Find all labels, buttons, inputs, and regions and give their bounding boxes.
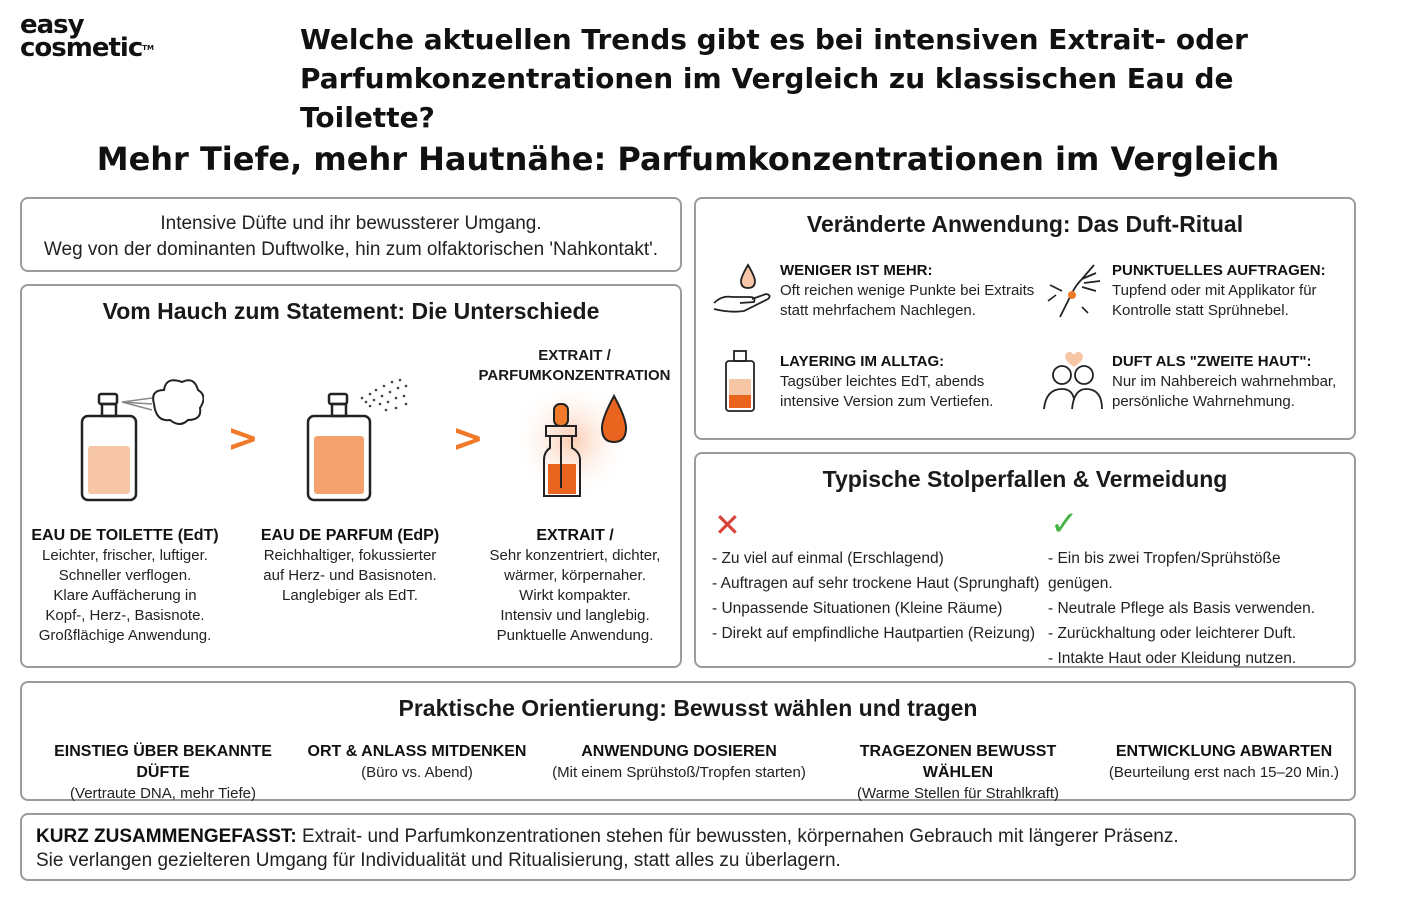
- ritual-heading: WENIGER IST MEHR:: [780, 262, 933, 279]
- summary-label: KURZ ZUSAMMENGEFASST:: [36, 826, 297, 847]
- extrait-line: Intensiv und langlebig.: [500, 607, 650, 624]
- practical-detail: (Vertraute DNA, mehr Tiefe): [70, 785, 256, 802]
- page-title: Mehr Tiefe, mehr Hautnähe: Parfumkonzentrationen im Vergleich: [96, 140, 1280, 178]
- pitfalls-right-list: [1048, 546, 1348, 671]
- practical-heading: ANWENDUNG DOSIEREN: [581, 743, 777, 760]
- practical-item: [28, 741, 298, 804]
- summary-line-1: Extrait- und Parfumkonzentrationen stehen für bewussten, körpernahen Gebrauch mit längerer Präsenz.: [296, 826, 1179, 847]
- bottle-layer-icon: [722, 349, 758, 413]
- pitfall-item: - Direkt auf empfindliche Hautpartien (Reizung): [712, 625, 1036, 642]
- logo-line-easy: easy: [20, 10, 84, 40]
- edt-column: [22, 526, 228, 646]
- ritual-box: [694, 197, 1356, 440]
- arrow-edt-to-edp: >: [227, 416, 259, 460]
- remedy-item: - Neutrale Pflege als Basis verwenden.: [1048, 600, 1316, 617]
- summary-line-2: Sie verlangen gezielteren Umgang für Individualität und Ritualisierung, statt alles zu überlagern.: [36, 850, 841, 871]
- ritual-line: Nur im Nahbereich wahrnehmbar,: [1112, 373, 1337, 390]
- pitfalls-box: [694, 452, 1356, 668]
- extrait-top-label-2: PARFUMKONZENTRATION: [478, 367, 671, 384]
- practical-detail: (Warme Stellen für Strahlkraft): [857, 785, 1059, 802]
- ritual-heading: DUFT ALS "ZWEITE HAUT":: [1112, 353, 1312, 370]
- practical-title: Praktische Orientierung: Bewusst wählen und tragen: [398, 695, 978, 721]
- ritual-line: Tupfend oder mit Applikator für: [1112, 282, 1317, 299]
- pitfalls-title: Typische Stolperfallen & Vermeidung: [822, 466, 1228, 492]
- cross-icon: ✕: [714, 506, 741, 544]
- question-heading: Welche aktuellen Trends gibt es bei intensiven Extrait- oder Parfumkonzentrationen im Vergleich zu klassischen Eau de Toilette?: [300, 23, 1248, 134]
- remedy-item: - Intakte Haut oder Kleidung nutzen.: [1048, 650, 1297, 667]
- edp-title: EAU DE PARFUM (EdP): [260, 527, 440, 544]
- practical-item: [826, 741, 1090, 804]
- edp-spray-bottle-icon: [300, 374, 420, 506]
- practical-heading: EINSTIEG ÜBER BEKANNTE DÜFTE: [54, 743, 272, 781]
- edp-line: auf Herz- und Basisnoten.: [263, 567, 437, 584]
- pitfall-item: - Zu viel auf einmal (Erschlagend): [712, 550, 944, 567]
- ritual-heading: LAYERING IM ALLTAG:: [780, 353, 945, 370]
- intro-line-2: Weg von der dominanten Duftwolke, hin zum olfaktorischen 'Nahkontakt'.: [43, 239, 659, 260]
- intro-box: [20, 197, 682, 272]
- edt-line: Großflächige Anwendung.: [38, 627, 212, 644]
- ritual-item-second-skin: [1112, 352, 1352, 412]
- brand-logo: [20, 10, 154, 63]
- practical-box: [20, 681, 1356, 801]
- extrait-dropper-icon: [510, 388, 650, 508]
- ritual-line: statt mehrfachem Nachlegen.: [780, 302, 976, 319]
- extrait-title: EXTRAIT /: [536, 527, 614, 544]
- extrait-line: Punktuelle Anwendung.: [496, 627, 654, 644]
- extrait-column: [472, 526, 678, 646]
- ritual-line: Oft reichen wenige Punkte bei Extraits: [780, 282, 1035, 299]
- pitfall-item: - Unpassende Situationen (Kleine Räume): [712, 600, 1003, 617]
- check-icon: ✓: [1050, 504, 1079, 544]
- practical-heading: ENTWICKLUNG ABWARTEN: [1115, 743, 1333, 760]
- edp-line: Reichhaltiger, fokussierter: [263, 547, 437, 564]
- ritual-item-targeted-application: [1112, 261, 1352, 321]
- summary-text: [36, 825, 1336, 873]
- practical-heading: TRAGEZONEN BEWUSST WÄHLEN: [859, 743, 1057, 781]
- hand-drop-icon: [710, 261, 774, 321]
- intro-line-1: Intensive Düfte und ihr bewussterer Umgang.: [160, 213, 542, 234]
- edt-line: Schneller verflogen.: [58, 567, 192, 584]
- practical-detail: (Beurteilung erst nach 15–20 Min.): [1108, 764, 1340, 781]
- differences-title: Vom Hauch zum Statement: Die Unterschiede: [102, 298, 600, 324]
- ritual-line: persönliche Wahrnehmung.: [1112, 393, 1295, 410]
- ritual-item-less-is-more: [780, 261, 1050, 321]
- remedy-item: - Zurückhaltung oder leichterer Duft.: [1048, 625, 1297, 642]
- summary-box: [20, 813, 1356, 881]
- logo-text-cosmetic: cosmetic: [20, 33, 143, 63]
- pitfall-item: - Auftragen auf sehr trockene Haut (Sprunghaft): [712, 575, 1040, 592]
- wrist-applicator-icon: [1042, 257, 1108, 323]
- ritual-line: Kontrolle statt Sprühnebel.: [1112, 302, 1289, 319]
- ritual-line: Tagsüber leichtes EdT, abends: [780, 373, 985, 390]
- practical-detail: (Mit einem Sprühstoß/Tropfen starten): [552, 764, 806, 781]
- logo-line-cosmetic: [20, 33, 154, 63]
- practical-detail: (Büro vs. Abend): [361, 764, 473, 781]
- logo-trademark: TM: [142, 44, 154, 52]
- edt-line: Klare Auffächerung in: [53, 587, 197, 604]
- arrow-edp-to-extrait: >: [452, 416, 484, 460]
- remedy-item: - Ein bis zwei Tropfen/Sprühstöße genügen.: [1048, 550, 1281, 592]
- practical-item: [1098, 741, 1350, 783]
- ritual-title: Veränderte Anwendung: Das Duft-Ritual: [806, 211, 1244, 237]
- ritual-line: intensive Version zum Vertiefen.: [780, 393, 994, 410]
- edt-title: EAU DE TOILETTE (EdT): [31, 527, 219, 544]
- extrait-line: wärmer, körpernaher.: [504, 567, 646, 584]
- practical-item: [540, 741, 818, 783]
- differences-box: [20, 284, 682, 668]
- edt-line: Leichter, frischer, luftiger.: [42, 547, 208, 564]
- edp-line: Langlebiger als EdT.: [282, 587, 418, 604]
- ritual-item-layering: [780, 352, 1040, 412]
- edt-line: Kopf-, Herz-, Basisnote.: [45, 607, 205, 624]
- extrait-top-label: [462, 346, 687, 386]
- extrait-line: Wirkt kompakter.: [519, 587, 631, 604]
- extrait-line: Sehr konzentriert, dichter,: [489, 547, 661, 564]
- extrait-top-label-1: EXTRAIT /: [538, 347, 611, 364]
- couple-icon: [1040, 349, 1106, 411]
- edp-column: [242, 526, 458, 606]
- pitfalls-wrong-list: [712, 546, 1042, 646]
- practical-heading: ORT & ANLASS MITDENKEN: [307, 743, 527, 760]
- ritual-heading: PUNKTUELLES AUFTRAGEN:: [1112, 262, 1326, 279]
- practical-item: [302, 741, 532, 783]
- edt-spray-bottle-icon: [72, 374, 204, 506]
